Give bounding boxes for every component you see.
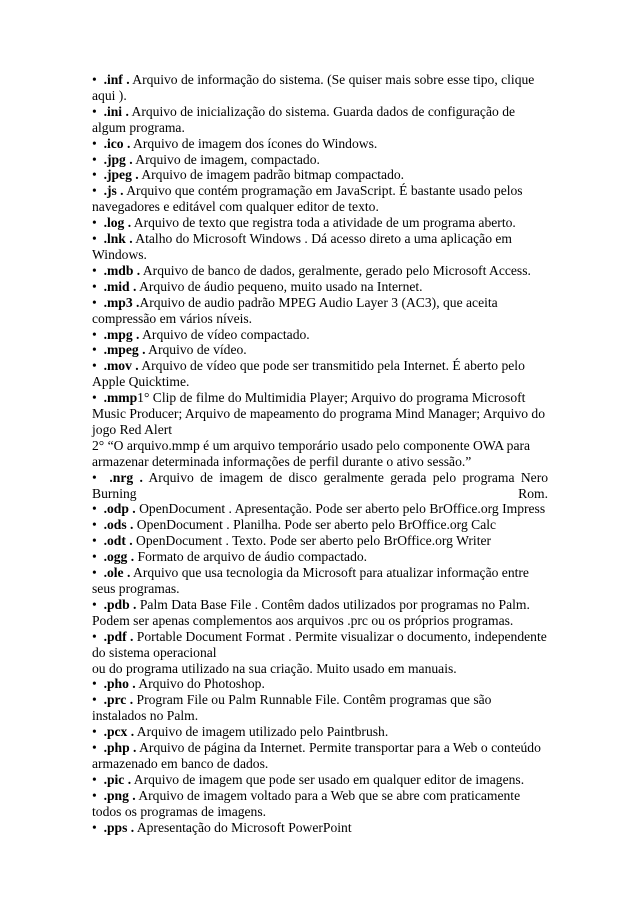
extension-label: .lnk . bbox=[103, 231, 133, 247]
description: Arquivo de banco de dados, geralmente, gerado pelo Microsoft Access. bbox=[140, 262, 531, 278]
list-item-pdf-continuation: ou do programa utilizado na sua criação. Muito usado em manuais. bbox=[92, 660, 457, 676]
list-item-pdf bbox=[92, 629, 548, 661]
extension-label: .mdb . bbox=[103, 262, 141, 278]
list-item-mmp-note: 2° “O arquivo.mmp é um arquivo temporário usado pelo componente OWA para armazenar determinada informações de perfil durante o ativo sessão.” bbox=[92, 437, 531, 469]
description: Formato de arquivo de áudio compactado. bbox=[134, 549, 368, 565]
list-item-pho bbox=[92, 676, 548, 692]
description: Arquivo do Photoshop. bbox=[135, 676, 265, 692]
description: Arquivo de vídeo compactado. bbox=[139, 326, 310, 342]
list-item-mpeg bbox=[92, 342, 548, 358]
extension-label: .ole . bbox=[103, 565, 131, 581]
bullet: • bbox=[92, 724, 97, 740]
list-item-ini bbox=[92, 104, 548, 136]
list-item-pcx bbox=[92, 724, 548, 740]
bullet: • bbox=[92, 740, 97, 756]
extension-label: .pho . bbox=[103, 676, 136, 692]
bullet: • bbox=[92, 215, 97, 231]
bullet: • bbox=[92, 787, 97, 803]
description: Atalho do Microsoft Windows . Dá acesso direto a uma aplicação em Windows. bbox=[92, 231, 512, 262]
bullet: • bbox=[92, 103, 97, 119]
bullet: • bbox=[92, 549, 97, 565]
description: Arquivo de imagem utilizado pelo Paintbrush. bbox=[134, 724, 389, 740]
bullet: • bbox=[92, 819, 97, 835]
extension-label: .inf . bbox=[103, 72, 130, 87]
list-item-inf bbox=[92, 72, 548, 104]
description: 1° Clip de filme do Multimidia Player; Arquivo do programa Microsoft Music Producer; Arquivo de mapeamento do programa Mind Manager; Arquivo do jogo Red Alert bbox=[92, 390, 546, 437]
description: OpenDocument . Texto. Pode ser aberto pelo BrOffice.org Writer bbox=[132, 533, 492, 549]
extension-label: .mpg . bbox=[103, 326, 140, 342]
bullet: • bbox=[92, 262, 97, 278]
bullet: • bbox=[92, 628, 97, 644]
description: Arquivo de texto que registra toda a atividade de um programa aberto. bbox=[131, 215, 516, 231]
description: Arquivo de áudio pequeno, muito usado na Internet. bbox=[136, 278, 423, 294]
description: OpenDocument . Planilha. Pode ser aberto pelo BrOffice.org Calc bbox=[133, 517, 497, 533]
extension-label: .pdb . bbox=[103, 596, 137, 612]
extension-label: .ods . bbox=[103, 517, 134, 533]
extension-label: .php . bbox=[103, 740, 137, 756]
description: Arquivo que contém programação em JavaScript. É bastante usado pelos navegadores e editável com qualquer editor de texto. bbox=[92, 183, 523, 215]
bullet: • bbox=[92, 469, 97, 485]
bullet: • bbox=[92, 294, 97, 310]
description: Arquivo de imagem padrão bitmap compactado. bbox=[138, 167, 405, 183]
description: Arquivo de imagem de disco geralmente gerada pelo programa Nero Burning Rom. bbox=[92, 469, 549, 501]
description: Arquivo de inicialização do sistema. Guarda dados de configuração de algum programa. bbox=[92, 103, 516, 135]
extension-label: .odp . bbox=[103, 501, 136, 517]
bullet: • bbox=[92, 167, 97, 183]
description: OpenDocument . Apresentação. Pode ser aberto pelo BrOffice.org Impress bbox=[135, 501, 546, 517]
list-item-mov bbox=[92, 358, 548, 390]
extension-label: .jpeg . bbox=[103, 167, 139, 183]
description: Arquivo de audio padrão MPEG Audio Layer 3 (AC3), que aceita compressão em vários níveis. bbox=[92, 294, 498, 326]
bullet: • bbox=[92, 517, 97, 533]
bullet: • bbox=[92, 596, 97, 612]
extension-label: .pcx . bbox=[103, 724, 135, 740]
extension-label: .pdf . bbox=[103, 628, 134, 644]
bullet: • bbox=[92, 358, 97, 374]
bullet: • bbox=[92, 151, 97, 167]
list-item-odp bbox=[92, 501, 548, 517]
extension-label: .png . bbox=[103, 787, 136, 803]
extension-label: .js . bbox=[103, 183, 124, 199]
description: Arquivo de informação do sistema. (Se quiser mais sobre esse tipo, clique aqui ). bbox=[92, 72, 535, 103]
list-item-pdb bbox=[92, 597, 548, 629]
extension-label: .ini . bbox=[103, 103, 129, 119]
extension-label: .mid . bbox=[103, 278, 137, 294]
list-item-jpeg bbox=[92, 167, 548, 183]
bullet: • bbox=[92, 278, 97, 294]
description: Arquivo de imagem que pode ser usado em qualquer editor de imagens. bbox=[131, 771, 525, 787]
bullet: • bbox=[92, 533, 97, 549]
extension-label: .pps . bbox=[103, 819, 135, 835]
list-item-mp3 bbox=[92, 295, 548, 327]
list-item-odt bbox=[92, 533, 548, 549]
bullet: • bbox=[92, 501, 97, 517]
description: Arquivo de imagem dos ícones do Windows. bbox=[130, 135, 378, 151]
extension-label: .mp3 . bbox=[103, 294, 140, 310]
bullet: • bbox=[92, 771, 97, 787]
bullet: • bbox=[92, 326, 97, 342]
description: Program File ou Palm Runnable File. Contêm programas que são instalados no Palm. bbox=[92, 692, 492, 724]
list-item-js bbox=[92, 183, 548, 215]
extension-label: .mov . bbox=[103, 358, 139, 374]
extension-label: .jpg . bbox=[103, 151, 133, 167]
description: Arquivo de vídeo. bbox=[145, 342, 247, 358]
list-item-mpg bbox=[92, 327, 548, 343]
list-item-prc bbox=[92, 692, 548, 724]
list-item-jpg bbox=[92, 152, 548, 168]
extension-label: .ico . bbox=[103, 135, 131, 151]
bullet: • bbox=[92, 676, 97, 692]
description: Arquivo que usa tecnologia da Microsoft para atualizar informação entre seus programas. bbox=[92, 565, 529, 596]
description: Arquivo de vídeo que pode ser transmitido pela Internet. É aberto pelo Apple Quicktime. bbox=[92, 358, 525, 390]
list-item-nrg bbox=[92, 470, 548, 502]
description: Arquivo de imagem voltado para a Web que se abre com praticamente todos os programas de imagens. bbox=[92, 787, 521, 819]
extension-label: .ogg . bbox=[103, 549, 135, 565]
list-item-mdb bbox=[92, 263, 548, 279]
bullet: • bbox=[92, 135, 97, 151]
description: Apresentação do Microsoft PowerPoint bbox=[134, 819, 352, 835]
list-item-ico bbox=[92, 136, 548, 152]
extension-label: .mpeg . bbox=[103, 342, 146, 358]
list-item-lnk bbox=[92, 231, 548, 263]
bullet: • bbox=[92, 342, 97, 358]
bullet: • bbox=[92, 565, 97, 581]
list-item-png bbox=[92, 788, 548, 820]
description: Palm Data Base File . Contêm dados utilizados por programas no Palm. Podem ser apenas complementos aos arquivos .prc ou os próprios programas. bbox=[92, 596, 530, 628]
bullet: • bbox=[92, 231, 97, 247]
list-item-mid bbox=[92, 279, 548, 295]
extension-label: .pic . bbox=[103, 771, 132, 787]
extension-label: .log . bbox=[103, 215, 132, 231]
list-item-pic bbox=[92, 772, 548, 788]
list-item-mmp bbox=[92, 390, 548, 438]
extension-label: .nrg . bbox=[109, 469, 143, 485]
list-item-pps bbox=[92, 820, 548, 836]
list-item-php bbox=[92, 740, 548, 772]
list-item-ods bbox=[92, 517, 548, 533]
list-item-ole bbox=[92, 565, 548, 597]
bullet: • bbox=[92, 390, 97, 406]
extension-label: .odt . bbox=[103, 533, 133, 549]
bullet: • bbox=[92, 183, 97, 199]
list-item-ogg bbox=[92, 549, 548, 565]
extension-label: .prc . bbox=[103, 692, 134, 708]
document-page bbox=[92, 72, 548, 836]
bullet: • bbox=[92, 72, 97, 87]
description: Arquivo de imagem, compactado. bbox=[132, 151, 320, 167]
extension-label: .mmp bbox=[103, 390, 138, 406]
description: Arquivo de página da Internet. Permite transportar para a Web o conteúdo armazenado em banco de dados. bbox=[92, 740, 541, 771]
description: Portable Document Format . Permite visualizar o documento, independente do sistema operacional bbox=[92, 628, 547, 660]
list-item-log bbox=[92, 215, 548, 231]
bullet: • bbox=[92, 692, 97, 708]
